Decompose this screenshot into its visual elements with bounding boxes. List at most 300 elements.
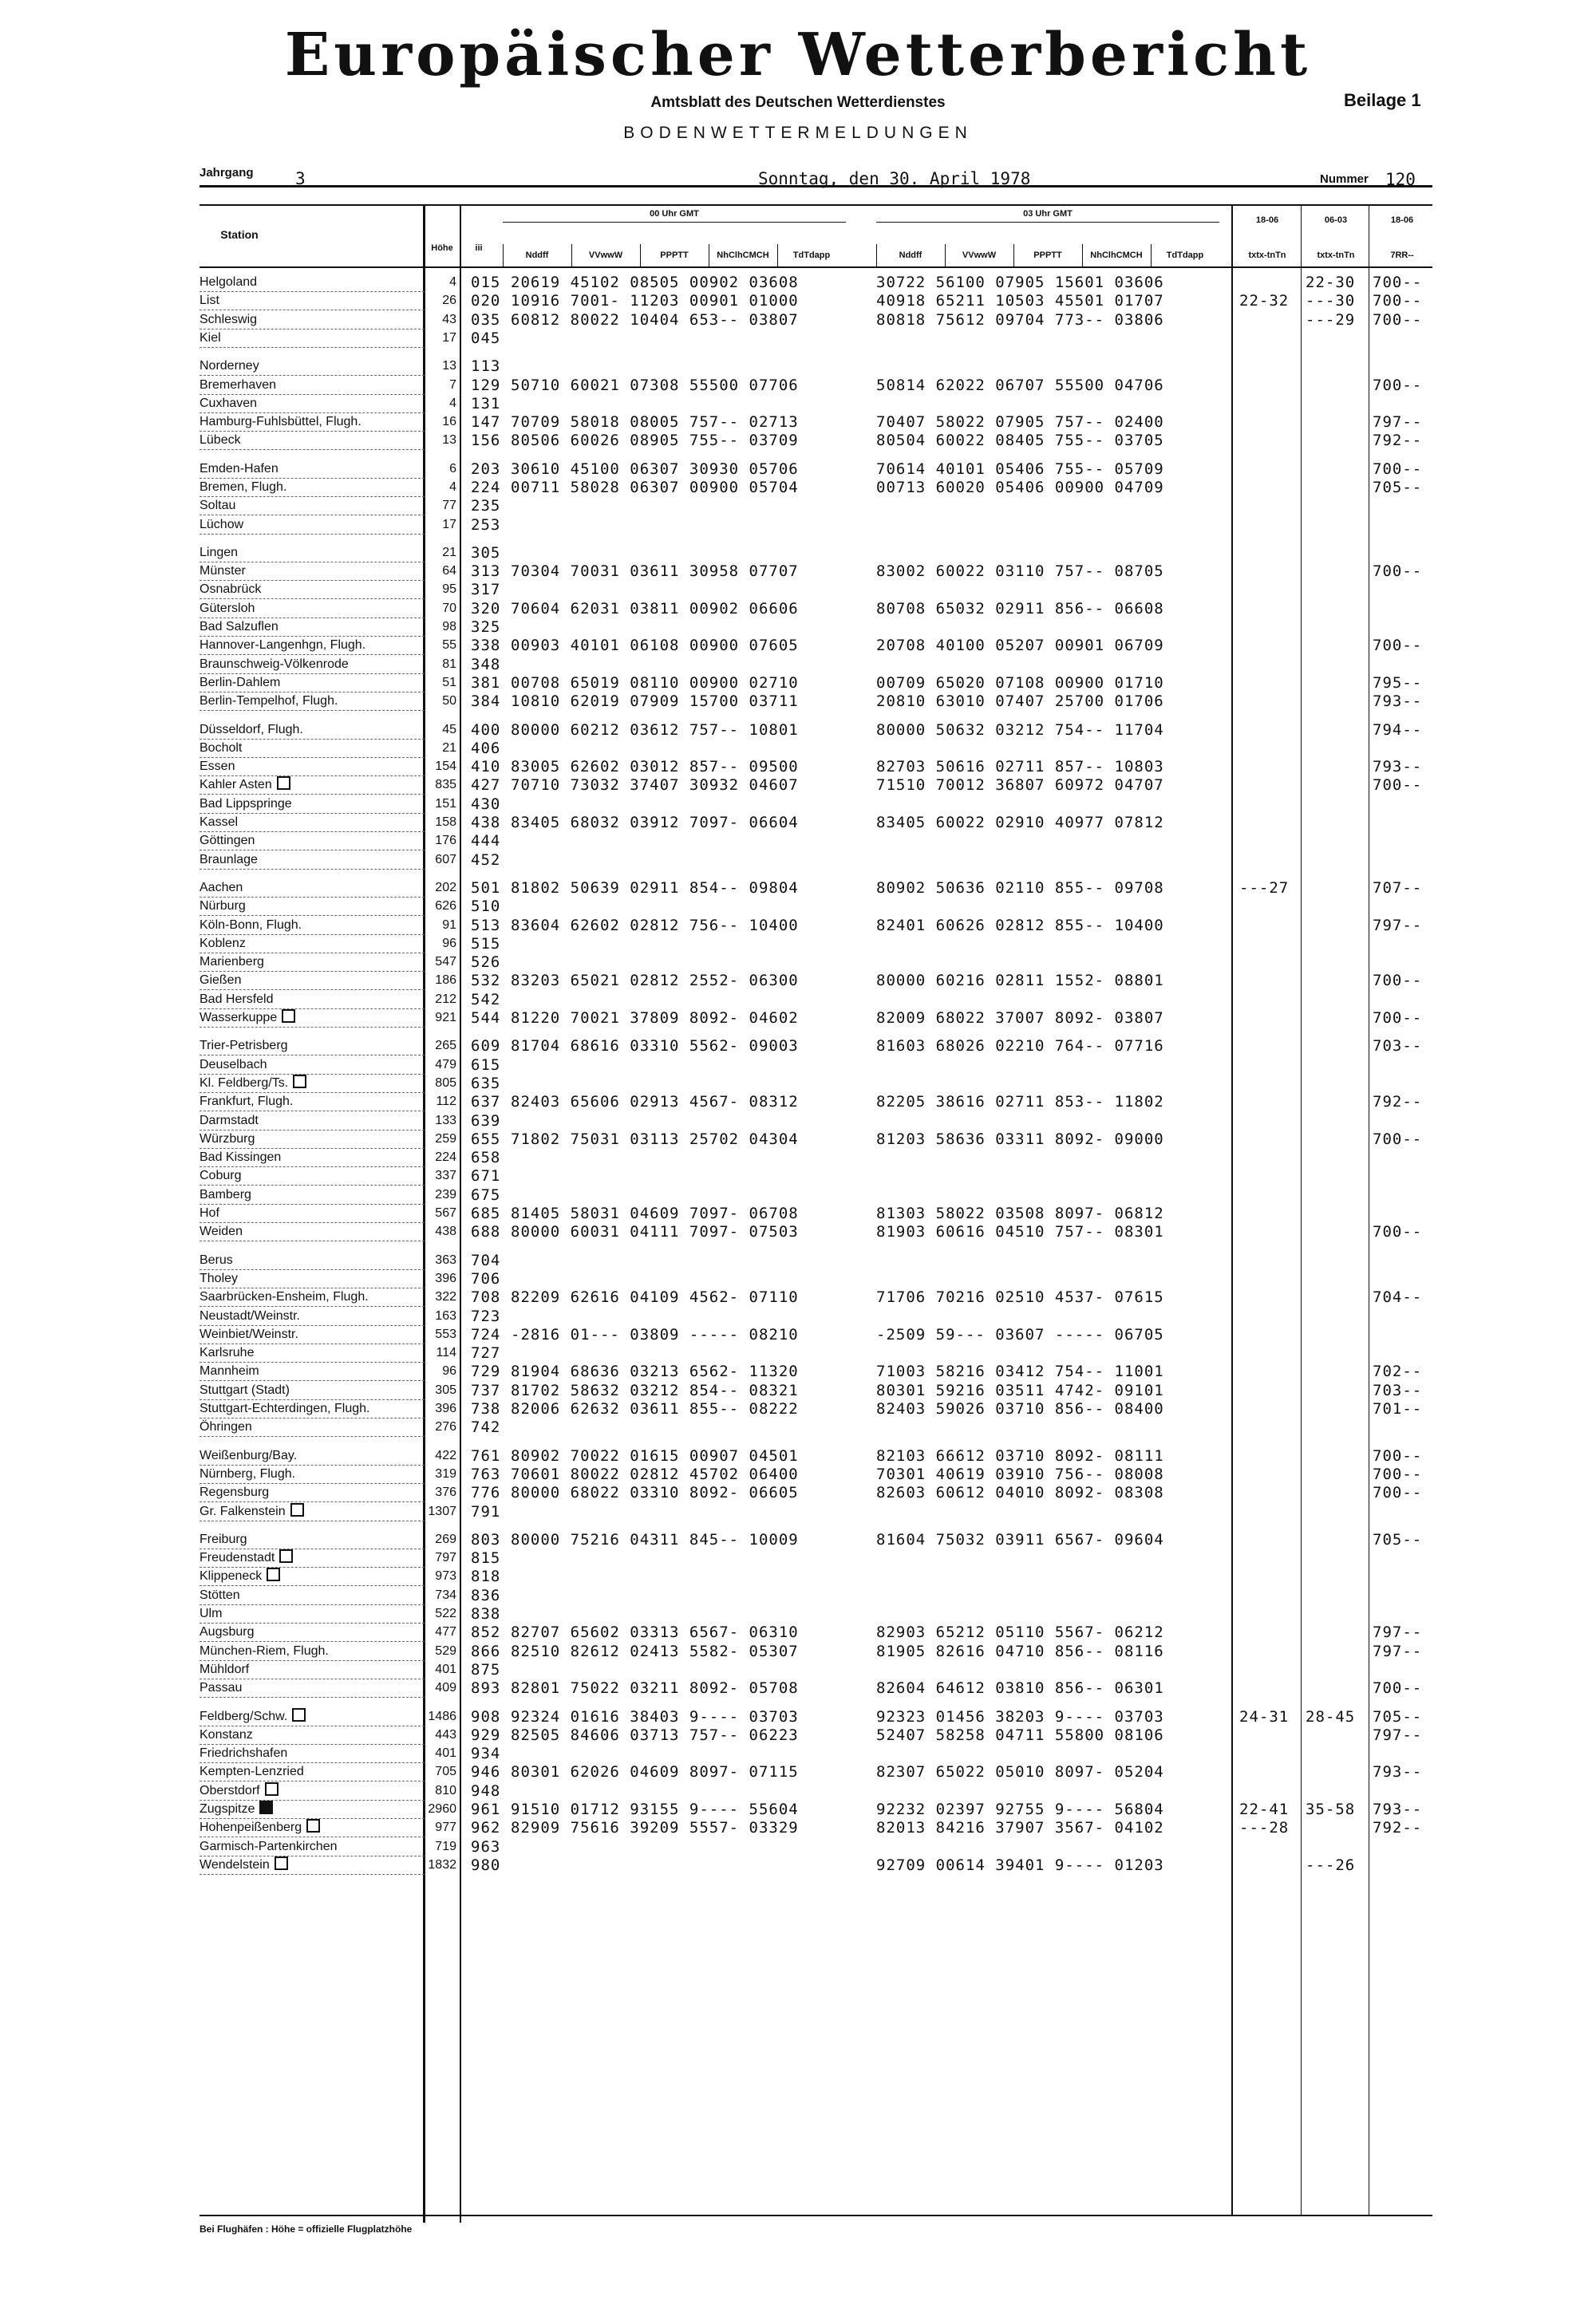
station-name-text: Aachen (200, 881, 243, 894)
height-header: Höhe (431, 243, 453, 253)
observation-03utc: 70614 40101 05406 755-- 05709 (876, 460, 1164, 478)
observation-00utc: 70604 62031 03811 00902 06606 (511, 600, 799, 617)
station-name-text: Bad Salzuflen (200, 620, 279, 633)
observation-00utc: 82510 82612 02413 5582- 05307 (511, 1643, 799, 1660)
table-bottom-rule (200, 2215, 1432, 2216)
issue-number-label: Nummer (1320, 172, 1369, 186)
precipitation-group: 703-- (1373, 1037, 1423, 1055)
observation-03utc: -2509 59--- 03607 ----- 06705 (876, 1326, 1164, 1344)
observation-00utc: -2816 01--- 03809 ----- 08210 (511, 1326, 799, 1344)
station-id: 962 (471, 1819, 501, 1837)
station-height: 26 (442, 294, 456, 307)
station-name-text: Köln-Bonn, Flugh. (200, 918, 302, 932)
station-height: 805 (435, 1076, 456, 1090)
station-name (200, 1745, 425, 1763)
mountain-station-filled-marker (259, 1801, 273, 1814)
observation-00utc: 70304 70031 03611 30958 07707 (511, 562, 799, 580)
column-subheader: PPPTT (1013, 244, 1081, 266)
observation-00utc: 70710 73032 37407 30932 04607 (511, 776, 799, 794)
observation-00utc: 82403 65606 02913 4567- 08312 (511, 1093, 799, 1111)
observation-00utc: 30610 45100 06307 30930 05706 (511, 460, 799, 478)
precipitation-group: 700-- (1373, 972, 1423, 989)
station-id: 381 (471, 674, 501, 692)
station-name-text: Bad Lippspringe (200, 797, 292, 811)
station-name-text: Emden-Hafen (200, 462, 279, 475)
station-id: 510 (471, 898, 501, 915)
station-name-text: Coburg (200, 1169, 242, 1182)
station-id: 729 (471, 1363, 501, 1380)
station-id: 929 (471, 1726, 501, 1744)
station-name (200, 1763, 425, 1781)
station-name-text: Kahler Asten (200, 778, 272, 791)
station-name-text: Nürnberg, Flugh. (200, 1467, 296, 1481)
station-height: 17 (442, 331, 456, 345)
observation-03utc: 82403 59026 03710 856-- 08400 (876, 1400, 1164, 1418)
station-name-text: München-Riem, Flugh. (200, 1644, 329, 1658)
station-name (200, 1643, 425, 1661)
observation-00utc: 71802 75031 03113 25702 04304 (511, 1130, 799, 1148)
precipitation-group: 700-- (1373, 776, 1423, 794)
station-name (200, 1009, 425, 1028)
station-id: 513 (471, 917, 501, 934)
station-height: 567 (435, 1206, 456, 1220)
station-height: 45 (442, 723, 456, 736)
extreme-temp-1: 22-41 (1239, 1801, 1290, 1818)
station-id: 515 (471, 935, 501, 953)
station-height: 797 (435, 1551, 456, 1564)
station-name-text: Osnabrück (200, 582, 262, 596)
observation-03utc: 82205 38616 02711 853-- 11802 (876, 1093, 1164, 1111)
station-height: 224 (435, 1150, 456, 1164)
station-name (200, 935, 425, 953)
station-name (200, 1093, 425, 1111)
station-name-text: Koblenz (200, 937, 246, 950)
station-name-text: Garmisch-Partenkirchen (200, 1840, 338, 1853)
station-name (200, 600, 425, 618)
station-id: 410 (471, 758, 501, 775)
station-name (200, 1112, 425, 1130)
station-id: 742 (471, 1418, 501, 1436)
station-name-text: Cuxhaven (200, 397, 258, 410)
station-name-text: Hannover-Langenhgn, Flugh. (200, 638, 366, 652)
extreme2-header: txtx-tnTn (1317, 251, 1355, 260)
observation-00utc: 70601 80022 02812 45702 06400 (511, 1466, 799, 1483)
station-name (200, 1075, 425, 1093)
mountain-station-marker (306, 1819, 320, 1833)
station-height: 1486 (428, 1710, 456, 1723)
station-height: 151 (435, 797, 456, 811)
extreme-temp-2: 35-58 (1306, 1801, 1356, 1818)
observation-03utc: 80708 65032 02911 856-- 06608 (876, 600, 1164, 617)
station-name (200, 1270, 425, 1288)
station-height: 133 (435, 1114, 456, 1127)
station-name (200, 1838, 425, 1856)
observation-03utc: 92323 01456 38203 9---- 03703 (876, 1708, 1164, 1726)
station-height: 477 (435, 1625, 456, 1639)
iii-header: iii (475, 243, 483, 253)
group03-rule (876, 222, 1219, 223)
station-height: 114 (436, 1346, 456, 1359)
station-id: 776 (471, 1484, 501, 1501)
observation-03utc: 82307 65022 05010 8097- 05204 (876, 1763, 1164, 1781)
table-top-rule (200, 204, 1432, 206)
extreme-temp-1: 24-31 (1239, 1708, 1290, 1726)
mountain-station-marker (292, 1708, 306, 1722)
station-height: 409 (435, 1681, 456, 1695)
station-name-text: Bad Kissingen (200, 1150, 282, 1164)
station-id: 791 (471, 1503, 501, 1521)
station-name-text: Gütersloh (200, 602, 255, 615)
mountain-station-marker (279, 1549, 293, 1563)
observation-00utc: 82707 65602 03313 6567- 06310 (511, 1624, 799, 1641)
data-column-rule (1231, 204, 1233, 2215)
station-height: 239 (435, 1188, 456, 1201)
observation-03utc: 70301 40619 03910 756-- 08008 (876, 1466, 1164, 1483)
station-name (200, 1624, 425, 1642)
station-name (200, 674, 425, 692)
station-name (200, 656, 425, 674)
station-id: 317 (471, 581, 501, 598)
station-id: 836 (471, 1587, 501, 1604)
station-name-text: Bad Hersfeld (200, 992, 274, 1006)
observation-03utc: 82903 65212 05110 5567- 06212 (876, 1624, 1164, 1641)
precipitation-group: 797-- (1373, 1643, 1423, 1660)
station-height: 112 (436, 1095, 456, 1108)
station-name-text: Feldberg/Schw. (200, 1710, 288, 1723)
station-id: 908 (471, 1708, 501, 1726)
column-subheader: NhClhCMCH (1082, 244, 1150, 266)
observation-03utc: 50814 62022 06707 55500 04706 (876, 377, 1164, 394)
station-id: 020 (471, 292, 501, 310)
station-name-text: Kassel (200, 815, 239, 829)
station-height: 522 (435, 1607, 456, 1620)
station-name-text: Zugspitze (200, 1802, 255, 1816)
station-name-text: Düsseldorf, Flugh. (200, 723, 303, 736)
observation-00utc: 81904 68636 03213 6562- 11320 (511, 1363, 799, 1380)
report-date: Sonntag, den 30. April 1978 (758, 169, 1031, 188)
station-height: 269 (435, 1533, 456, 1546)
station-name-text: Nürburg (200, 899, 246, 913)
observation-00utc: 81405 58031 04609 7097- 06708 (511, 1205, 799, 1222)
station-name (200, 851, 425, 870)
station-name-text: Neustadt/Weinstr. (200, 1309, 300, 1323)
station-name-text: Schleswig (200, 313, 258, 326)
station-name (200, 544, 425, 562)
station-name-text: Gr. Falkenstein (200, 1505, 286, 1518)
observation-03utc: 80818 75612 09704 773-- 03806 (876, 311, 1164, 329)
station-height: 55 (442, 638, 456, 652)
station-name (200, 917, 425, 935)
station-name-text: Lüchow (200, 518, 244, 531)
station-id: 609 (471, 1037, 501, 1055)
section-heading: BODENWETTERMELDUNGEN (623, 124, 973, 142)
station-id: 761 (471, 1447, 501, 1465)
observation-00utc: 80000 75216 04311 845-- 10009 (511, 1531, 799, 1549)
station-name-text: Würzburg (200, 1132, 255, 1146)
station-height: 98 (442, 620, 456, 633)
station-height: 626 (435, 899, 456, 913)
station-name (200, 1661, 425, 1679)
station-id: 325 (471, 618, 501, 636)
station-height: 6 (449, 462, 456, 475)
mountain-station-marker (290, 1503, 304, 1517)
precipitation-group: 702-- (1373, 1363, 1423, 1380)
precipitation-group: 700-- (1373, 562, 1423, 580)
station-height: 547 (435, 955, 456, 969)
range2-header: 06-03 (1324, 215, 1348, 225)
station-id: 737 (471, 1382, 501, 1399)
precipitation-group: 700-- (1373, 460, 1423, 478)
station-name (200, 758, 425, 776)
observation-00utc: 81802 50639 02911 854-- 09804 (511, 879, 799, 897)
observation-03utc: 92232 02397 92755 9---- 56804 (876, 1801, 1164, 1818)
station-name (200, 879, 425, 898)
observation-00utc: 60812 80022 10404 653-- 03807 (511, 311, 799, 329)
station-height: 21 (442, 546, 456, 559)
station-height: 1307 (428, 1505, 456, 1518)
station-id: 934 (471, 1745, 501, 1762)
station-name-text: Berus (200, 1253, 233, 1267)
station-name-text: Mühldorf (200, 1663, 250, 1676)
station-height: 396 (435, 1402, 456, 1415)
station-height: 734 (435, 1588, 456, 1602)
precip-header: 7RR-- (1390, 251, 1414, 260)
observation-03utc: 81203 58636 03311 8092- 09000 (876, 1130, 1164, 1148)
observation-03utc: 20708 40100 05207 00901 06709 (876, 637, 1164, 654)
observation-03utc: 83405 60022 02910 40977 07812 (876, 814, 1164, 831)
station-height: 4 (449, 397, 456, 410)
station-name (200, 292, 425, 310)
station-height: 43 (442, 313, 456, 326)
station-id: 400 (471, 721, 501, 739)
station-name (200, 1186, 425, 1205)
station-id: 542 (471, 991, 501, 1008)
station-id: 147 (471, 413, 501, 431)
observation-00utc: 80000 60031 04111 7097- 07503 (511, 1223, 799, 1241)
table-header-rule (200, 266, 1432, 268)
station-name-text: Essen (200, 760, 235, 773)
column-subheader: Nddff (876, 244, 944, 266)
observation-03utc: 20810 63010 07407 25700 01706 (876, 692, 1164, 710)
station-name (200, 1466, 425, 1484)
station-height: 376 (435, 1486, 456, 1499)
station-height: 186 (435, 973, 456, 987)
precipitation-group: 793-- (1373, 1763, 1423, 1781)
station-id: 338 (471, 637, 501, 654)
station-id: 015 (471, 274, 501, 291)
group00-header: 00 Uhr GMT (650, 209, 699, 219)
precipitation-group: 792-- (1373, 432, 1423, 449)
precipitation-group: 794-- (1373, 721, 1423, 739)
station-name-text: Berlin-Dahlem (200, 676, 281, 689)
station-height: 50 (442, 694, 456, 708)
observation-03utc: 00713 60020 05406 00900 04709 (876, 479, 1164, 496)
extreme-temp-1: ---28 (1239, 1819, 1290, 1837)
precipitation-group: 700-- (1373, 311, 1423, 329)
station-name (200, 1205, 425, 1223)
observation-00utc: 92324 01616 38403 9---- 03703 (511, 1708, 799, 1726)
station-height: 91 (442, 918, 456, 932)
extreme-temp-2: ---30 (1306, 292, 1356, 310)
station-id: 253 (471, 516, 501, 534)
station-id: 430 (471, 795, 501, 813)
mountain-station-marker (265, 1782, 279, 1796)
station-id: 706 (471, 1270, 501, 1288)
station-name-text: Lingen (200, 546, 239, 559)
station-name (200, 1167, 425, 1186)
station-name (200, 329, 425, 348)
precipitation-group: 797-- (1373, 917, 1423, 934)
station-id: 452 (471, 851, 501, 869)
station-id: 526 (471, 953, 501, 971)
station-id: 671 (471, 1167, 501, 1185)
station-id: 655 (471, 1130, 501, 1148)
observation-03utc: 82604 64612 03810 856-- 06301 (876, 1679, 1164, 1697)
station-height: 77 (442, 499, 456, 512)
station-name (200, 1819, 425, 1837)
station-name (200, 1308, 425, 1326)
column-subheader: VVwwW (571, 244, 639, 266)
precipitation-group: 700-- (1373, 1447, 1423, 1465)
station-name (200, 516, 425, 535)
extreme-temp-2: ---26 (1306, 1856, 1356, 1874)
observation-03utc: 82103 66612 03710 8092- 08111 (876, 1447, 1164, 1465)
station-name-text: Norderney (200, 359, 259, 373)
station-name (200, 479, 425, 497)
issue-number-value: 120 (1385, 170, 1416, 189)
station-name (200, 795, 425, 814)
station-height: 607 (435, 853, 456, 866)
station-id: 035 (471, 311, 501, 329)
station-name-text: Freiburg (200, 1533, 247, 1546)
station-id: 129 (471, 377, 501, 394)
observation-03utc: 82009 68022 37007 8092- 03807 (876, 1009, 1164, 1027)
observation-03utc: 82703 50616 02711 857-- 10803 (876, 758, 1164, 775)
station-name (200, 972, 425, 990)
precipitation-group: 793-- (1373, 758, 1423, 775)
precipitation-group: 700-- (1373, 274, 1423, 291)
station-height: 2960 (428, 1802, 456, 1816)
station-name (200, 562, 425, 581)
extreme-temp-1: 22-32 (1239, 292, 1290, 310)
station-height: 202 (435, 881, 456, 894)
station-id: 305 (471, 544, 501, 562)
observation-03utc: 82013 84216 37907 3567- 04102 (876, 1819, 1164, 1837)
station-height: 21 (442, 741, 456, 755)
precipitation-group: 795-- (1373, 674, 1423, 692)
observation-00utc: 00711 58028 06307 00900 05704 (511, 479, 799, 496)
station-name-text: Klippeneck (200, 1569, 263, 1583)
station-id: 763 (471, 1466, 501, 1483)
station-name-text: Gießen (200, 973, 242, 987)
station-name-text: Weinbiet/Weinstr. (200, 1328, 298, 1341)
station-name (200, 1503, 425, 1521)
station-name-text: Hamburg-Fuhlsbüttel, Flugh. (200, 415, 361, 428)
station-name (200, 1326, 425, 1344)
station-height: 265 (435, 1039, 456, 1052)
station-height: 176 (435, 834, 456, 847)
observation-00utc: 82505 84606 03713 757-- 06223 (511, 1726, 799, 1744)
observation-00utc: 82909 75616 39209 5557- 03329 (511, 1819, 799, 1837)
observation-00utc: 81220 70021 37809 8092- 04602 (511, 1009, 799, 1027)
precipitation-group: 700-- (1373, 1484, 1423, 1501)
station-name (200, 1531, 425, 1549)
station-name-text: Bocholt (200, 741, 243, 755)
precipitation-group: 797-- (1373, 1726, 1423, 1744)
observation-00utc: 70709 58018 08005 757-- 02713 (511, 413, 799, 431)
station-id: 866 (471, 1643, 501, 1660)
station-name-text: Lübeck (200, 433, 241, 447)
observation-00utc: 83604 62602 02812 756-- 10400 (511, 917, 799, 934)
station-name (200, 1447, 425, 1466)
station-id: 948 (471, 1782, 501, 1800)
station-id: 438 (471, 814, 501, 831)
precipitation-group: 700-- (1373, 292, 1423, 310)
station-name (200, 991, 425, 1009)
station-name-text: Oberstdorf (200, 1784, 260, 1797)
station-name (200, 1801, 425, 1819)
observation-03utc: 70407 58022 07905 757-- 02400 (876, 413, 1164, 431)
station-height: 921 (435, 1011, 456, 1024)
station-id: 980 (471, 1856, 501, 1874)
station-name (200, 1056, 425, 1075)
station-name-text: Stötten (200, 1588, 240, 1602)
observation-00utc: 82801 75022 03211 8092- 05708 (511, 1679, 799, 1697)
station-id: 963 (471, 1838, 501, 1856)
station-name (200, 776, 425, 795)
station-header: Station (220, 228, 259, 241)
station-name (200, 1223, 425, 1241)
station-name (200, 460, 425, 479)
station-id: 838 (471, 1605, 501, 1623)
station-height: 705 (435, 1765, 456, 1778)
station-id: 406 (471, 740, 501, 757)
precipitation-group: 797-- (1373, 1624, 1423, 1641)
station-id: 738 (471, 1400, 501, 1418)
precipitation-group: 793-- (1373, 692, 1423, 710)
station-name-text: Regensburg (200, 1486, 270, 1499)
station-height: 17 (442, 518, 456, 531)
station-name-text: Marienberg (200, 955, 264, 969)
extreme-temp-2: 22-30 (1306, 274, 1356, 291)
station-height: 529 (435, 1644, 456, 1658)
observation-03utc: 71706 70216 02510 4537- 07615 (876, 1288, 1164, 1306)
station-id: 444 (471, 832, 501, 850)
station-height: 7 (449, 378, 456, 392)
observation-00utc: 80506 60026 08905 755-- 03709 (511, 432, 799, 449)
station-height: 276 (435, 1420, 456, 1434)
precipitation-group: 700-- (1373, 1009, 1423, 1027)
extreme1-header: txtx-tnTn (1248, 251, 1286, 260)
station-height: 96 (442, 937, 456, 950)
precipitation-group: 797-- (1373, 413, 1423, 431)
observation-00utc: 50710 60021 07308 55500 07706 (511, 377, 799, 394)
station-name (200, 413, 425, 432)
precipitation-group: 700-- (1373, 1130, 1423, 1148)
station-name (200, 497, 425, 515)
station-name (200, 953, 425, 972)
station-name-text: List (200, 294, 219, 307)
station-id: 348 (471, 656, 501, 673)
station-id: 893 (471, 1679, 501, 1697)
station-name-text: Kiel (200, 331, 221, 345)
station-id: 235 (471, 497, 501, 515)
station-height: 13 (442, 359, 456, 373)
observation-00utc: 91510 01712 93155 9---- 55604 (511, 1801, 799, 1818)
station-name (200, 395, 425, 413)
station-name-text: Deuselbach (200, 1058, 267, 1071)
station-id: 639 (471, 1112, 501, 1130)
